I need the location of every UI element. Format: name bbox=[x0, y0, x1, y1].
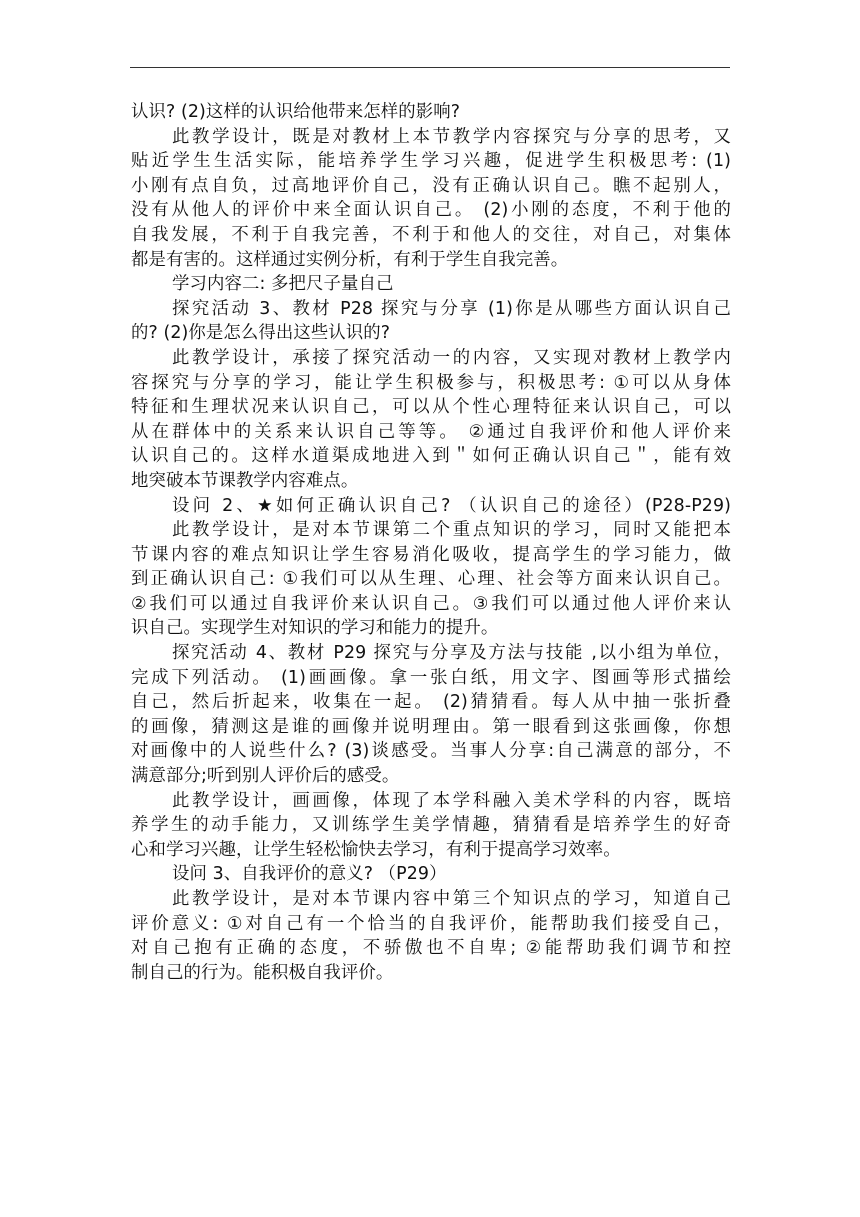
text-line: 对自己抱有正确的态度，不骄傲也不自卑; ②能帮助我们调节和控 bbox=[131, 938, 731, 959]
text-line: 探究活动 4、教材 P29 探究与分享及方法与技能 ,以小组为单位， bbox=[172, 643, 731, 664]
text-line: 心和学习兴趣，让学生轻松愉快去学习，有利于提高学习效率。 bbox=[131, 839, 621, 860]
text-line: 评价意义: ①对自己有一个恰当的自我评价，能帮助我们接受自己， bbox=[131, 913, 731, 934]
text-line: 设问 3、自我评价的意义? （P29） bbox=[172, 864, 447, 885]
text-line: 此教学设计，是对本节课第二个重点知识的学习，同时又能把本 bbox=[172, 520, 731, 541]
text-line: 对画像中的人说些什么? (3)谈感受。当事人分享:自己满意的部分，不 bbox=[131, 741, 731, 762]
text-line: 此教学设计，是对本节课内容中第三个知识点的学习，知道自己 bbox=[172, 889, 731, 909]
text-line: 养学生的动手能力，又训练学生美学情趣，猜猜看是培养学生的好奇 bbox=[131, 815, 731, 836]
text-line: 从在群体中的关系来认识自己等等。 ②通过自我评价和他人评价来 bbox=[131, 421, 731, 442]
text-line: 的? (2)你是怎么得出这些认识的? bbox=[131, 323, 391, 344]
text-line: 地突破本节课教学内容难点。 bbox=[131, 470, 359, 491]
document-body bbox=[131, 100, 731, 985]
text-line: 此教学设计，既是对教材上本节教学内容探究与分享的思考，又 bbox=[172, 126, 731, 147]
header-rule bbox=[130, 67, 730, 68]
text-line: 学习内容二: 多把尺子量自己 bbox=[172, 274, 394, 295]
text-line: 识自己。实现学生对知识的学习和能力的提升。 bbox=[131, 618, 499, 639]
text-line: 节课内容的难点知识让学生容易消化吸收，提高学生的学习能力，做 bbox=[131, 544, 731, 565]
text-line: 满意部分;听到别人评价后的感受。 bbox=[131, 766, 400, 787]
text-line: 认识自己的。这样水道渠成地进入到＂如何正确认识自己＂，能有效 bbox=[131, 446, 731, 467]
text-line: 没有从他人的评价中来全面认识自己。 (2)小刚的态度，不利于他的 bbox=[131, 200, 731, 221]
text-line: 设问 2、★如何正确认识自己? （认识自己的途径）(P28-P29) bbox=[172, 495, 731, 516]
text-line: 的画像，猜测这是谁的画像并说明理由。第一眼看到这张画像，你想 bbox=[131, 716, 731, 737]
text-line: 小刚有点自负，过高地评价自己，没有正确认识自己。瞧不起别人， bbox=[131, 175, 731, 196]
text-line: 都是有害的。这样通过实例分析，有利于学生自我完善。 bbox=[131, 249, 569, 270]
text-line: 制自己的行为。能积极自我评价。 bbox=[131, 962, 394, 983]
text-line: 此教学设计，画画像，体现了本学科融入美术学科的内容，既培 bbox=[172, 790, 731, 811]
text-line: 探究活动 3、教材 P28 探究与分享 (1)你是从哪些方面认识自己 bbox=[172, 298, 731, 319]
text-line: 容探究与分享的学习，能让学生积极参与，积极思考: ①可以从身体 bbox=[131, 372, 731, 393]
text-line: 到正确认识自己: ①我们可以从生理、心理、社会等方面来认识自己。 bbox=[131, 569, 731, 590]
text-line: ②我们可以通过自我评价来认识自己。③我们可以通过他人评价来认 bbox=[131, 593, 731, 614]
text-line: 自己，然后折起来，收集在一起。 (2)猜猜看。每人从中抽一张折叠 bbox=[131, 692, 731, 713]
text-line: 特征和生理状况来认识自己，可以从个性心理特征来认识自己，可以 bbox=[131, 397, 731, 418]
text-line: 贴近学生生活实际，能培养学生学习兴趣，促进学生积极思考: (1) bbox=[131, 151, 731, 172]
text-line: 此教学设计，承接了探究活动一的内容，又实现对教材上教学内 bbox=[172, 347, 731, 368]
text-line: 认识? (2)这样的认识给他带来怎样的影响? bbox=[131, 102, 461, 122]
text-line: 完成下列活动。 (1)画画像。拿一张白纸，用文字、图画等形式描绘 bbox=[131, 667, 731, 688]
text-line: 自我发展，不利于自我完善，不利于和他人的交往，对自己，对集体 bbox=[131, 224, 731, 245]
